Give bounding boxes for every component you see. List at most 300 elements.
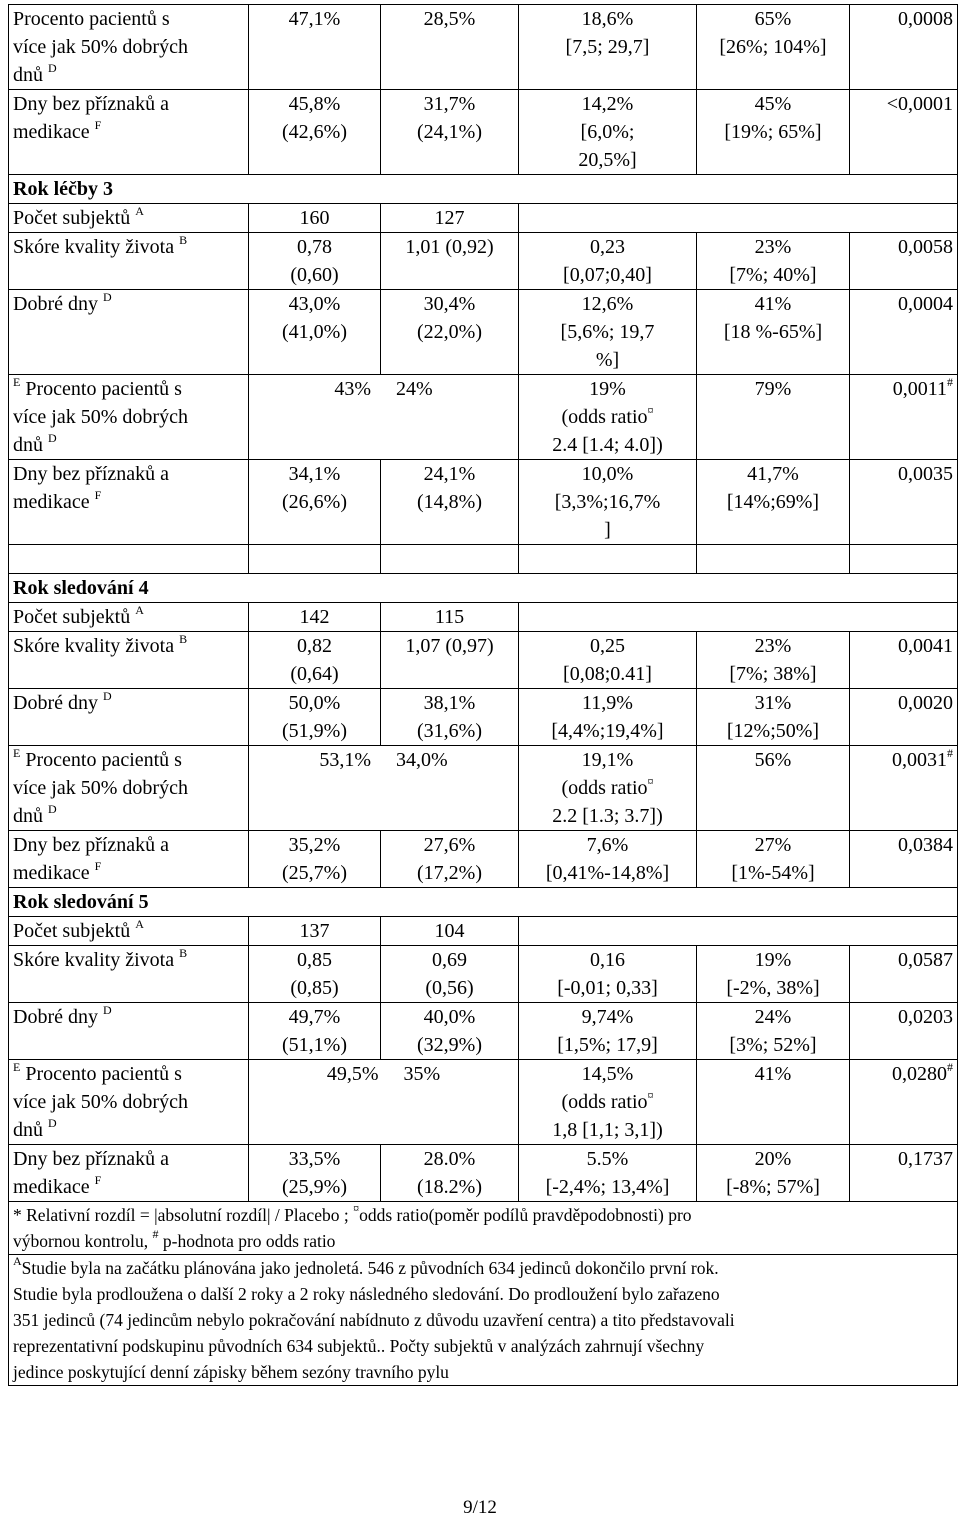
difference-value: 0,25: [590, 635, 625, 657]
superscript-mark: ¤: [353, 1201, 360, 1215]
active-value: 0,85: [297, 949, 332, 971]
footnote-text: odds ratio(poměr podílů pravděpodobnosti) pro: [359, 1205, 692, 1225]
superscript-mark: F: [94, 1173, 102, 1187]
row-label: [9, 946, 249, 1003]
row-label: [9, 1145, 249, 1202]
difference-value: 2.2 [1.3; 3.7]): [552, 805, 663, 827]
empty-cell: [519, 545, 697, 574]
footnote-line: [13, 1359, 953, 1385]
count-row: [9, 204, 958, 233]
relative-difference-value: [19%; 65%]: [724, 121, 822, 143]
section-title: Rok sledování 4: [9, 574, 958, 603]
difference-value: 9,74%: [581, 1006, 634, 1028]
row-label-line: [13, 1003, 244, 1031]
difference-cell: [519, 90, 697, 175]
row-label-text: medikace: [13, 1176, 90, 1198]
p-value: 0,0004: [898, 293, 953, 315]
difference-value: 12,6%: [581, 293, 634, 315]
active-value: 49,7%: [288, 1006, 341, 1028]
row-label-line: [13, 1116, 244, 1144]
p-value: 0,0203: [898, 1006, 953, 1028]
merged-values-cell: 43% 24%: [249, 375, 519, 460]
placebo-value: (24,1%): [417, 121, 482, 143]
active-value: 34,1%: [288, 463, 341, 485]
active-value-cell: [249, 1145, 381, 1202]
active-value: (51,9%): [282, 720, 347, 742]
empty-cell: [249, 545, 381, 574]
table-row: [9, 632, 958, 689]
relative-difference-value: [3%; 52%]: [729, 1034, 817, 1056]
placebo-value: (32,9%): [417, 1034, 482, 1056]
p-value: 0,0020: [898, 692, 953, 714]
active-value: (0,60): [290, 264, 339, 286]
relative-difference-value: 41,7%: [747, 463, 799, 485]
active-value: (25,7%): [282, 862, 347, 884]
footnote-row: [9, 1255, 958, 1386]
table-row: [9, 375, 958, 460]
row-label-line: [13, 831, 244, 859]
placebo-value: 24,1%: [423, 463, 476, 485]
footnote-text: Studie byla na začátku plánována jako jednoletá. 546 z původních 634 jedinců dokončilo první rok.: [21, 1258, 719, 1278]
footnote-text: * Relativní rozdíl = |absolutní rozdíl| / Placebo ;: [13, 1205, 349, 1225]
row-label: [9, 831, 249, 888]
p-value-cell: [850, 5, 958, 90]
superscript-mark: D: [48, 61, 57, 75]
placebo-value-cell: [381, 460, 519, 545]
difference-value: 0,23: [590, 236, 625, 258]
relative-difference-value: 79%: [754, 378, 792, 400]
relative-difference-value: [7%; 40%]: [729, 264, 817, 286]
row-label-text: dnů: [13, 434, 43, 456]
row-label-text: medikace: [13, 862, 90, 884]
relative-difference-cell: [697, 946, 850, 1003]
footnote-study-info: [9, 1255, 958, 1386]
p-value-cell: [850, 746, 958, 831]
relative-difference-value: 31%: [754, 692, 792, 714]
row-label-line: [13, 632, 244, 660]
p-value-cell: [850, 375, 958, 460]
p-value: 0,0035: [898, 463, 953, 485]
difference-value: [4,4%;19,4%]: [551, 720, 664, 742]
placebo-value: 27,6%: [423, 834, 476, 856]
row-label-text: Procento pacientů s: [25, 749, 182, 771]
active-value: 43,0%: [288, 293, 341, 315]
difference-value: 14,5%: [581, 1063, 634, 1085]
difference-value: [-0,01; 0,33]: [557, 977, 658, 999]
difference-value: 20,5%]: [578, 149, 637, 171]
footnote-text: výbornou kontrolu,: [13, 1231, 149, 1251]
count-row: [9, 603, 958, 632]
relative-difference-cell: [697, 831, 850, 888]
active-value: (25,9%): [282, 1176, 347, 1198]
superscript-mark: #: [152, 1227, 159, 1241]
difference-cell: [519, 5, 697, 90]
placebo-value-cell: [381, 946, 519, 1003]
table-row: [9, 946, 958, 1003]
row-label-line: [13, 33, 244, 61]
placebo-value-cell: [381, 689, 519, 746]
placebo-count: 104: [381, 917, 519, 946]
relative-difference-cell: [697, 290, 850, 375]
placebo-count: 127: [381, 204, 519, 233]
difference-value: [3,3%;16,7%: [554, 491, 661, 513]
placebo-value: 28.0%: [423, 1148, 476, 1170]
difference-cell: [519, 233, 697, 290]
placebo-value: (18.2%): [417, 1176, 482, 1198]
superscript-mark: E: [13, 375, 21, 389]
p-value: 0,0587: [898, 949, 953, 971]
table-row: [9, 90, 958, 175]
placebo-value-cell: [381, 290, 519, 375]
row-label-line: [13, 802, 244, 830]
active-value: 33,5%: [288, 1148, 341, 1170]
table-row: [9, 1145, 958, 1202]
row-label: [9, 1003, 249, 1060]
row-label-line: [13, 61, 244, 89]
placebo-value-cell: [381, 5, 519, 90]
section-title: Rok sledování 5: [9, 888, 958, 917]
superscript-mark: E: [13, 1060, 21, 1074]
difference-value: 2.4 [1.4; 4.0]): [552, 434, 663, 456]
difference-value: [0,07;0,40]: [563, 264, 652, 286]
active-value: (0,85): [290, 977, 339, 999]
row-label-line: [13, 375, 244, 403]
placebo-value-cell: [381, 233, 519, 290]
row-label-text: Počet subjektů: [13, 920, 131, 942]
empty-cell: [381, 545, 519, 574]
p-value: 0,0031: [892, 749, 947, 771]
active-value: 50,0%: [288, 692, 341, 714]
row-label: [9, 632, 249, 689]
count-row: [9, 917, 958, 946]
row-label-text: Procento pacientů s: [25, 378, 182, 400]
empty-cell: [9, 545, 249, 574]
relative-difference-value: [1%-54%]: [731, 862, 815, 884]
active-count: 142: [249, 603, 381, 632]
relative-difference-value: 27%: [754, 834, 792, 856]
p-value-cell: [850, 1003, 958, 1060]
difference-value: 5.5%: [586, 1148, 629, 1170]
row-label-line: [13, 774, 244, 802]
difference-value: 7,6%: [586, 834, 629, 856]
merged-values-cell: 53,1% 34,0%: [249, 746, 519, 831]
results-table: [8, 4, 958, 1386]
relative-difference-value: [-2%, 38%]: [726, 977, 820, 999]
difference-value: [0,08;0.41]: [563, 663, 652, 685]
relative-difference-cell: [697, 375, 850, 460]
relative-difference-value: 23%: [754, 635, 792, 657]
empty-cell: [519, 204, 958, 233]
merged-values-cell: 49,5% 35%: [249, 1060, 519, 1145]
table-row: [9, 831, 958, 888]
active-value-cell: [249, 290, 381, 375]
relative-difference-cell: [697, 689, 850, 746]
superscript-mark: F: [94, 488, 102, 502]
superscript-mark: ¤: [647, 1088, 654, 1102]
difference-value: [5,6%; 19,7: [560, 321, 655, 343]
active-value-cell: [249, 233, 381, 290]
footnote-relative-difference: [9, 1202, 958, 1255]
table-row: [9, 290, 958, 375]
p-value: 0,0058: [898, 236, 953, 258]
section-header-row: [9, 175, 958, 204]
row-label: [9, 460, 249, 545]
row-label-line: [13, 1173, 244, 1201]
relative-difference-value: [26%; 104%]: [719, 36, 827, 58]
row-label: [9, 746, 249, 831]
relative-difference-cell: [697, 1060, 850, 1145]
p-value: 0,0041: [898, 635, 953, 657]
superscript-mark: D: [48, 802, 57, 816]
row-label: [9, 603, 249, 632]
difference-cell: [519, 632, 697, 689]
difference-value: 18,6%: [581, 8, 634, 30]
p-value-cell: [850, 1060, 958, 1145]
p-value-cell: [850, 831, 958, 888]
relative-difference-value: 41%: [754, 293, 792, 315]
relative-difference-value: 19%: [754, 949, 792, 971]
p-value: 0,0008: [898, 8, 953, 30]
row-label-line: [13, 946, 244, 974]
active-value: (51,1%): [282, 1034, 347, 1056]
row-label-text: více jak 50% dobrých: [13, 36, 188, 58]
row-label-line: [13, 233, 244, 261]
superscript-mark: D: [48, 431, 57, 445]
row-label-line: [13, 488, 244, 516]
row-label-line: [13, 5, 244, 33]
active-value: 0,78: [297, 236, 332, 258]
row-label-line: [13, 1088, 244, 1116]
p-value-cell: [850, 689, 958, 746]
placebo-value: (17,2%): [417, 862, 482, 884]
p-value-cell: [850, 90, 958, 175]
row-label-text: medikace: [13, 121, 90, 143]
row-label-text: Počet subjektů: [13, 606, 131, 628]
row-label: [9, 5, 249, 90]
superscript-mark: B: [179, 632, 188, 646]
row-label-text: Skóre kvality života: [13, 949, 175, 971]
row-label-text: Dobré dny: [13, 692, 98, 714]
superscript-mark: D: [102, 290, 112, 304]
difference-value: [-2,4%; 13,4%]: [545, 1176, 670, 1198]
relative-difference-cell: [697, 1145, 850, 1202]
page-number: 9/12: [463, 1497, 497, 1518]
p-value: 0,1737: [898, 1148, 953, 1170]
superscript-mark: A: [135, 917, 144, 931]
table-row: [9, 1003, 958, 1060]
difference-value: [6,0%;: [580, 121, 635, 143]
superscript-mark: B: [179, 233, 188, 247]
relative-difference-cell: [697, 746, 850, 831]
superscript-mark: #: [947, 746, 953, 760]
row-label-text: Procento pacientů s: [13, 8, 170, 30]
table-row: [9, 1060, 958, 1145]
placebo-value-cell: [381, 1145, 519, 1202]
active-value: (41,0%): [282, 321, 347, 343]
superscript-mark: B: [179, 946, 188, 960]
table-row: [9, 233, 958, 290]
row-label-text: Skóre kvality života: [13, 635, 175, 657]
difference-value: (odds ratio¤: [561, 774, 654, 799]
difference-value: 10,0%: [581, 463, 634, 485]
footnote-row: [9, 1202, 958, 1255]
row-label-line: [13, 859, 244, 887]
difference-value: ]: [604, 519, 611, 541]
superscript-mark: #: [947, 375, 953, 389]
difference-value: 1,8 [1,1; 3,1]): [552, 1119, 663, 1141]
empty-cell: [519, 603, 958, 632]
row-label-line: [13, 118, 244, 146]
footnote-line: [13, 1333, 953, 1359]
active-value-cell: [249, 460, 381, 545]
row-label-text: Dobré dny: [13, 1006, 98, 1028]
section-header-row: [9, 574, 958, 603]
placebo-value: 1,07 (0,97): [405, 635, 494, 657]
row-label: [9, 917, 249, 946]
row-label-text: dnů: [13, 1119, 43, 1141]
active-count: 160: [249, 204, 381, 233]
placebo-value: 38,1%: [423, 692, 476, 714]
placebo-value: (22,0%): [417, 321, 482, 343]
relative-difference-cell: [697, 1003, 850, 1060]
difference-cell: [519, 290, 697, 375]
row-label-line: [13, 689, 244, 717]
row-label-text: dnů: [13, 805, 43, 827]
p-value-cell: [850, 460, 958, 545]
footnote-line: [13, 1202, 953, 1228]
p-value: 0,0280: [892, 1063, 947, 1085]
empty-cell: [519, 917, 958, 946]
row-label-text: více jak 50% dobrých: [13, 1091, 188, 1113]
footnote-line: [13, 1228, 953, 1254]
table-row: [9, 746, 958, 831]
row-label-text: dnů: [13, 64, 43, 86]
active-value-cell: [249, 5, 381, 90]
active-value: (42,6%): [282, 121, 347, 143]
active-value-cell: [249, 946, 381, 1003]
superscript-mark: D: [102, 1003, 112, 1017]
footnote-text: 351 jedinců (74 jedincům nebylo pokračování nabídnuto z důvodu uzavření centra) a tito představovali: [13, 1310, 735, 1330]
superscript-mark: D: [48, 1116, 57, 1130]
difference-value: 11,9%: [582, 692, 633, 714]
active-value-cell: [249, 90, 381, 175]
row-label: [9, 204, 249, 233]
superscript-mark: ¤: [647, 403, 654, 417]
table-row: [9, 689, 958, 746]
placebo-value-cell: [381, 1003, 519, 1060]
relative-difference-value: [7%; 38%]: [729, 663, 817, 685]
relative-difference-value: 56%: [754, 749, 792, 771]
p-value-cell: [850, 946, 958, 1003]
placebo-value-cell: [381, 632, 519, 689]
row-label-text: více jak 50% dobrých: [13, 777, 188, 799]
relative-difference-value: [-8%; 57%]: [726, 1176, 820, 1198]
row-label-text: Dobré dny: [13, 293, 98, 315]
row-label: [9, 375, 249, 460]
active-value-cell: [249, 632, 381, 689]
difference-value: [1,5%; 17,9]: [557, 1034, 658, 1056]
relative-difference-cell: [697, 90, 850, 175]
difference-cell: [519, 1060, 697, 1145]
footnote-text: jedince poskytující denní zápisky během sezóny travního pylu: [13, 1362, 449, 1382]
relative-difference-value: [14%;69%]: [726, 491, 820, 513]
superscript-mark: A: [13, 1254, 22, 1268]
difference-value: 14,2%: [581, 93, 634, 115]
spacer-row: [9, 545, 958, 574]
active-count: 137: [249, 917, 381, 946]
difference-cell: [519, 375, 697, 460]
active-value: (26,6%): [282, 491, 347, 513]
footnote-line: [13, 1281, 953, 1307]
footnote-text: Studie byla prodloužena o další 2 roky a 2 roky následného sledování. Do prodloužení bylo zařazeno: [13, 1284, 720, 1304]
difference-value: %]: [595, 349, 620, 371]
relative-difference-value: 23%: [754, 236, 792, 258]
relative-difference-cell: [697, 460, 850, 545]
relative-difference-value: [12%;50%]: [726, 720, 820, 742]
placebo-count: 115: [381, 603, 519, 632]
placebo-value: (31,6%): [417, 720, 482, 742]
placebo-value: 1,01 (0,92): [405, 236, 494, 258]
table-row: [9, 460, 958, 545]
p-value-cell: [850, 290, 958, 375]
footnote-text: reprezentativní podskupinu původních 634 subjektů.. Počty subjektů v analýzách zahrnují všechny: [13, 1336, 705, 1356]
active-value-cell: [249, 689, 381, 746]
relative-difference-value: 24%: [754, 1006, 792, 1028]
p-value-cell: [850, 233, 958, 290]
relative-difference-value: 65%: [754, 8, 792, 30]
row-label-line: [13, 1060, 244, 1088]
superscript-mark: A: [135, 204, 144, 218]
difference-value: (odds ratio¤: [561, 403, 654, 428]
placebo-value: 40,0%: [423, 1006, 476, 1028]
row-label-line: [13, 460, 244, 488]
row-label-line: [13, 1145, 244, 1173]
difference-cell: [519, 1145, 697, 1202]
superscript-mark: A: [135, 603, 144, 617]
relative-difference-value: [18 %-65%]: [723, 321, 823, 343]
row-label-text: medikace: [13, 491, 90, 513]
row-label: [9, 290, 249, 375]
placebo-value-cell: [381, 831, 519, 888]
row-label: [9, 689, 249, 746]
relative-difference-value: 41%: [754, 1063, 792, 1085]
difference-cell: [519, 460, 697, 545]
active-value-cell: [249, 831, 381, 888]
active-value: (0,64): [290, 663, 339, 685]
difference-value: (odds ratio¤: [561, 1088, 654, 1113]
relative-difference-cell: [697, 5, 850, 90]
empty-cell: [697, 545, 850, 574]
section-title: Rok léčby 3: [9, 175, 958, 204]
superscript-mark: ¤: [647, 774, 654, 788]
p-value-cell: [850, 1145, 958, 1202]
row-label-text: Skóre kvality života: [13, 236, 175, 258]
superscript-mark: #: [947, 1060, 953, 1074]
row-label-text: Dny bez příznaků a: [13, 463, 170, 485]
relative-difference-cell: [697, 632, 850, 689]
p-value: <0,0001: [886, 93, 953, 115]
row-label-line: [13, 431, 244, 459]
superscript-mark: F: [94, 859, 102, 873]
row-label: [9, 1060, 249, 1145]
row-label-text: Procento pacientů s: [25, 1063, 182, 1085]
p-value: 0,0011: [892, 378, 947, 400]
difference-value: 0,16: [590, 949, 625, 971]
p-value: 0,0384: [898, 834, 953, 856]
active-value-cell: [249, 1003, 381, 1060]
difference-cell: [519, 1003, 697, 1060]
row-label: [9, 90, 249, 175]
